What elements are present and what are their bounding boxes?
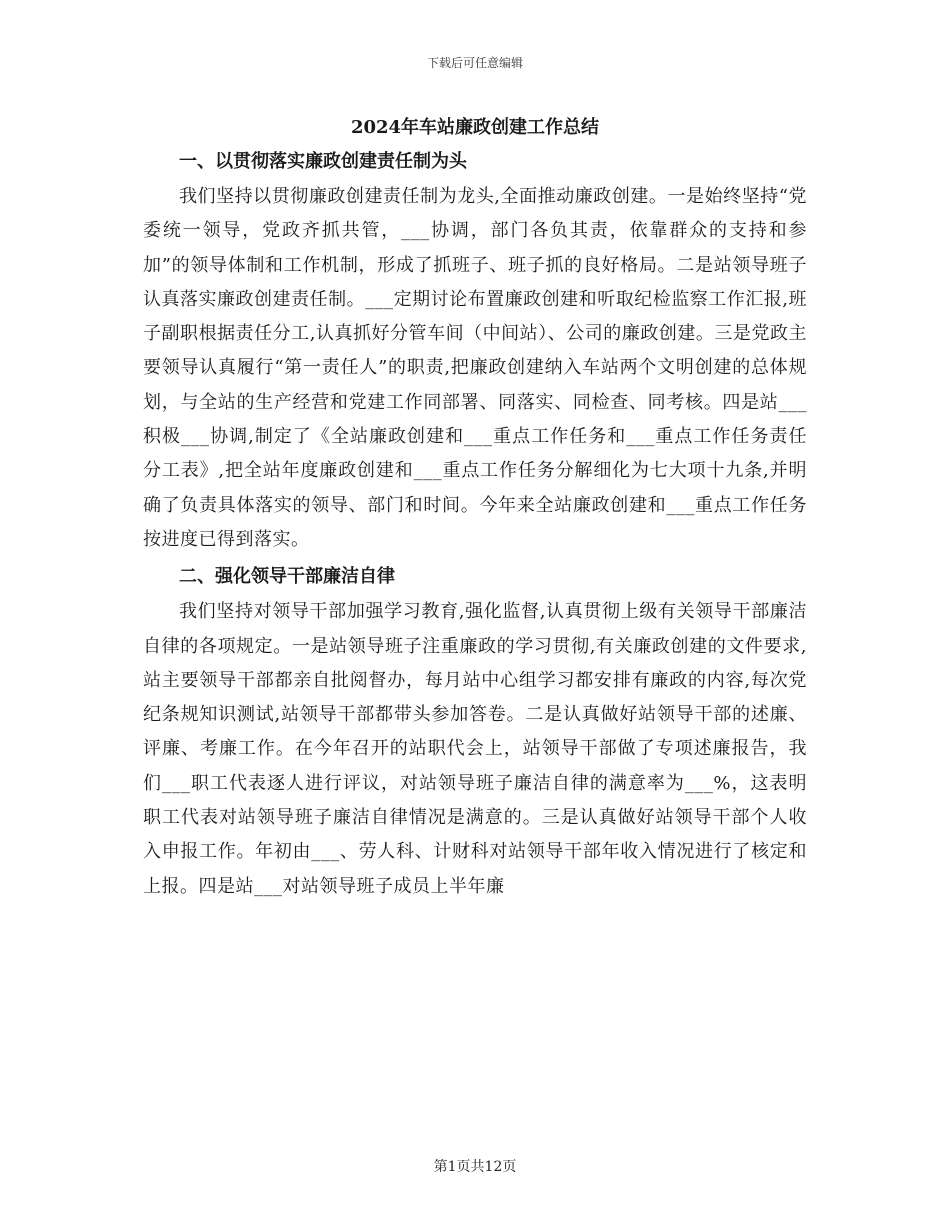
section-heading-1: 一、以贯彻落实廉政创建责任制为头 [179,151,467,172]
section-heading-2: 二、强化领导干部廉洁自律 [179,566,395,588]
section-paragraph-2: 我们坚持对领导干部加强学习教育,强化监督,认真贯彻上级有关领导干部廉洁自律的各项规定。一是站领导班子注重廉政的学习贯彻,有关廉政创建的文件要求,站主要领导干部都亲自批阅督办，每月站中心组学习都安排有廉政的内容,每次党纪条规知识测试,站领导干部都带头参加答卷。二是认真做好站领导干部的述廉、评廉、考廉工作。在今年召开的站职代会上，站领导干部做了专项述廉报告，我们___职工代表逐人进行评议，对站领导班子廉洁自律的满意率为___%，这表明职工代表对站领导班子廉洁自律情况是满意的。三是认真做好站领导干部个人收入申报工作。年初由___、劳人科、计财科对站领导干部年收入情况进行了核定和上报。四是站___对站领导班子成员上半年廉 [143,601,807,897]
document-title: 2024年车站廉政创建工作总结 [350,117,600,138]
section-paragraph-1: 我们坚持以贯彻廉政创建责任制为龙头,全面推动廉政创建。一是始终坚持“党委统一领导，党政齐抓共管，___协调，部门各负其责，依靠群众的支持和参加”的领导体制和工作机制，形成了抓班子、班子抓的良好格局。二是站领导班子认真落实廉政创建责任制。___定期讨论布置廉政创建和听取纪检监察工作汇报,班子副职根据责任分工,认真抓好分管车间（中间站）、公司的廉政创建。三是党政主要领导认真履行“第一责任人”的职责,把廉政创建纳入车站两个文明创建的总体规划，与全站的生产经营和党建工作同部署、同落实、同检查、同考核。四是站___积极___协调,制定了《全站廉政创建和___重点工作任务和___重点工作任务责任分工表》,把全站年度廉政创建和___重点工作任务分解细化为七大项十九条,并明确了负责具体落实的领导、部门和时间。今年来全站廉政创建和___重点工作任务按进度已得到落实。 [143,186,807,550]
document-body [143,112,807,904]
page-number: 第1页共12页 [433,1159,517,1175]
header-note: 下载后可任意编辑 [426,56,523,70]
